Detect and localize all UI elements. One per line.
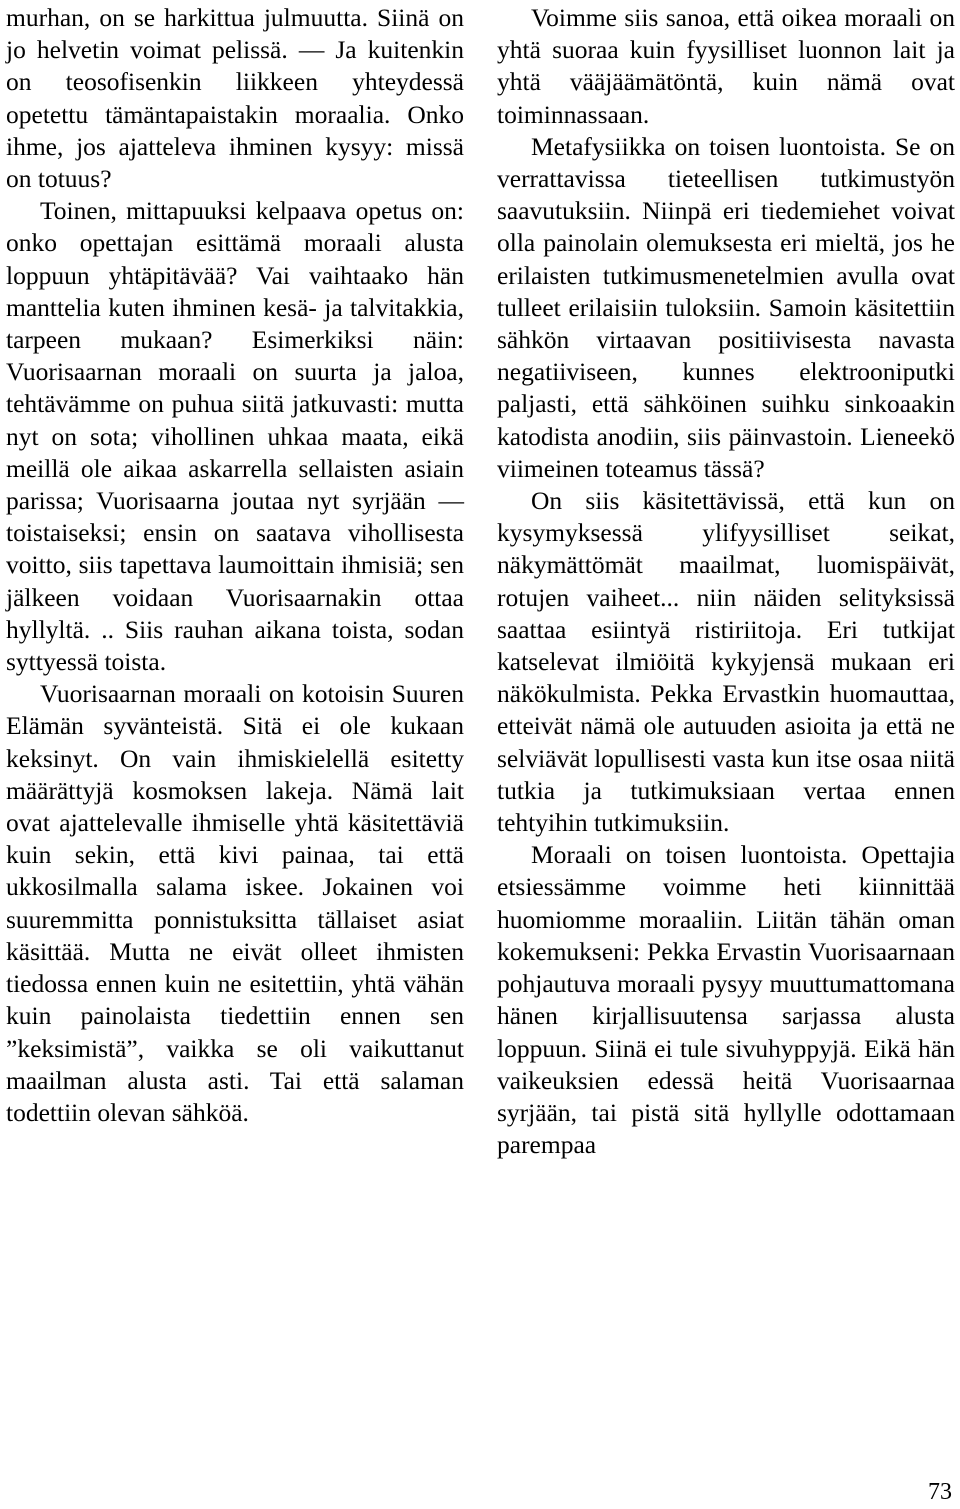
page-number: 73: [928, 1479, 952, 1505]
left-column: [6, 2, 464, 1129]
paragraph: Metafysiikka on toisen luontoista. Se on verrattavissa tieteellisen tutkimustyön saavutuksiin. Niinpä eri tiedemiehet voivat olla painolain olemuksesta eri mieltä, jos he erilaisten tutkimusmenetelmien avulla ovat tulleet erilaisiin tuloksiin. Samoin käsitettiin sähkön virtaavan positiivisesta navasta negatiiviseen, kunnes elektrooniputki paljasti, että sähköinen suihku sinkoaakin katodista anodiin, siis päinvastoin. Lieneekö viimeinen toteamus tässä?: [497, 131, 955, 483]
paragraph: Voimme siis sanoa, että oikea moraali on yhtä suoraa kuin fyysilliset luonnon lait ja yhtä vääjäämätöntä, kuin nämä ovat toiminnassaan.: [497, 3, 955, 129]
paragraph: On siis käsitettävissä, että kun on kysymyksessä ylifyysilliset seikat, näkymättömät maailmat, luomispäivät, rotujen vaiheet... niin näiden selityksissä saattaa esiintyä ristiriitoja. Eri tutkijat katselevat ilmiöitä kykyjensä mukaan eri näkökulmista. Pekka Ervastkin huomauttaa, etteivät nämä ole autuuden asioita ja että ne selviävät lopullisesti vasta kun itse osaa niitä tutkia ja tutkimuksiaan vertaa ennen tehtyihin tutkimuksiin.: [497, 486, 955, 838]
paragraph: murhan, on se harkittua julmuutta. Siinä on jo helvetin voimat pelissä. — Ja kuitenkin on teosofisenkin liikkeen yhteydessä opetettu tämäntapaistakin moraalia. Onko ihme, jos ajatteleva ihminen kysyy: missä on totuus?: [6, 3, 464, 194]
paragraph: Toinen, mittapuuksi kelpaava opetus on: onko opettajan esittämä moraali alusta loppuun yhtäpitävää? Vai vaihtaako hän manttelia kuten ihminen kesä- ja talvitakkia, tarpeen mukaan? Esimerkiksi näin: Vuorisaarnan moraali on suurta ja jaloa, tehtävämme on puhua siitä jatkuvasti: mutta nyt on sota; vihollinen uhkaa maata, eikä meillä ole aikaa askarrella sellaisten asiain parissa; Vuorisaarna joutaa nyt syrjään — toistaiseksi; ensin on saatava vihollisesta voitto, siis tapettava laumoittain ihmisiä; sen jälkeen voidaan Vuorisaarnakin ottaa hyllyltä. .. Siis rauhan aikana toista, sodan syttyessä toista.: [6, 196, 464, 677]
paragraph: Moraali on toisen luontoista. Opettajia etsiessämme voimme heti kiinnittää huomiomme moraaliin. Liitän tähän oman kokemukseni: Pekka Ervastin Vuorisaarnaan pohjautuva moraali pysyy muuttumattomana hänen kirjallisuutensa sarjassa alusta loppuun. Siinä ei tule sivuhyppyjä. Eikä hän vaikeuksien edessä heitä Vuorisaarnaa syrjään, tai pistä sitä hyllylle odottamaan parempaa: [497, 840, 955, 1160]
paragraph: Vuorisaarnan moraali on kotoisin Suuren Elämän syvänteistä. Sitä ei ole kukaan keksinyt. On vain ihmiskielellä esitetty määrättyjä kosmoksen lakeja. Nämä lait ovat ajattelevalle ihmiselle yhtä käsitettäviä kuin sekin, että kivi painaa, tai että ukkosilmalla salama iskee. Jokainen voi suuremmitta ponnistuksitta tällaiset asiat käsittää. Mutta ne eivät olleet ihmisten tiedossa ennen kuin ne esitettiin, yhtä vähän kuin painolaista tiedettiin ennen sen ”keksimistä”, vaikka se oli vaikuttanut maailman alusta asti. Tai että salaman todettiin olevan sähköä.: [6, 679, 464, 1127]
right-column: [497, 2, 955, 1161]
